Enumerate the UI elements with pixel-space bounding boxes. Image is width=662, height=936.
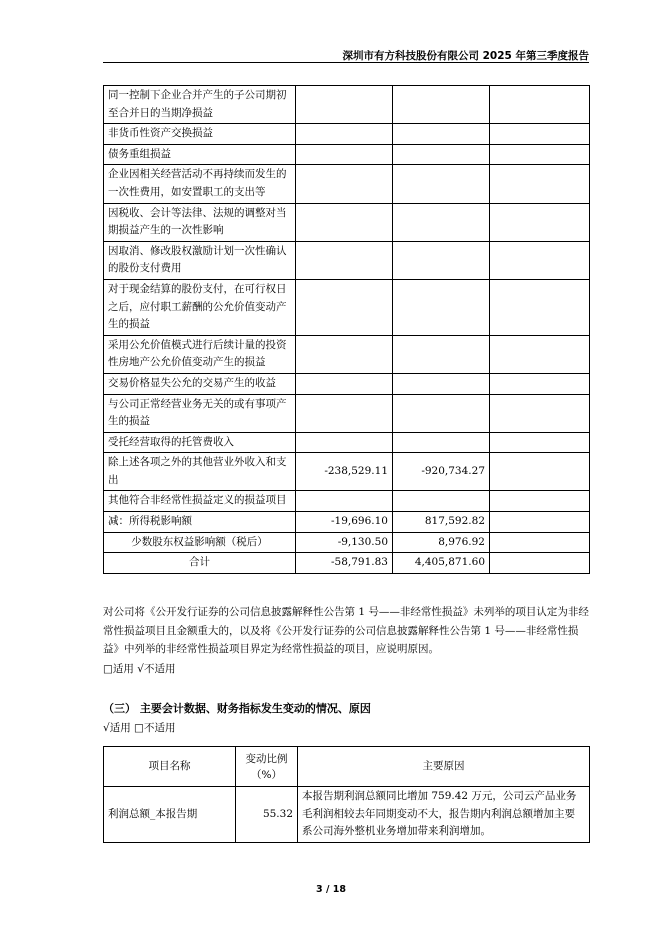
header-divider bbox=[103, 62, 589, 63]
current-period-amount bbox=[296, 279, 393, 335]
remark-cell bbox=[490, 86, 590, 124]
current-period-amount bbox=[296, 335, 393, 373]
ytd-amount bbox=[393, 203, 490, 241]
current-period-amount: -58,791.83 bbox=[296, 553, 393, 574]
current-period-amount bbox=[296, 124, 393, 145]
table-row bbox=[104, 86, 590, 124]
item-name: 受托经营取得的托管费收入 bbox=[104, 432, 296, 453]
table-row bbox=[104, 165, 590, 203]
item-name: 非货币性资产交换损益 bbox=[104, 124, 296, 145]
row-change-ratio: 55.32 bbox=[236, 787, 298, 843]
current-period-amount: -9,130.50 bbox=[296, 532, 393, 553]
remark-cell bbox=[490, 124, 590, 145]
table-row bbox=[104, 512, 590, 533]
header-change-ratio: 变动比例（%） bbox=[236, 747, 298, 787]
ytd-amount bbox=[393, 373, 490, 394]
row-main-reason: 本报告期利润总额同比增加 759.42 万元，公司云产品业务毛利润相较去年同期变动不大，报告期内利润总额增加主要系公司海外整机业务增加带来利润增加。 bbox=[298, 787, 590, 843]
table-row bbox=[104, 787, 590, 843]
item-name: 其他符合非经常性损益定义的损益项目 bbox=[104, 491, 296, 512]
remark-cell bbox=[490, 165, 590, 203]
item-name: 与公司正常经营业务无关的或有事项产生的损益 bbox=[104, 394, 296, 432]
table-row bbox=[104, 279, 590, 335]
current-period-amount bbox=[296, 394, 393, 432]
page-number: 3 / 18 bbox=[316, 884, 346, 895]
current-period-amount bbox=[296, 241, 393, 279]
item-name: 企业因相关经营活动不再持续而发生的一次性费用，如安置职工的支出等 bbox=[104, 165, 296, 203]
item-name: 因税收、会计等法律、法规的调整对当期损益产生的一次性影响 bbox=[104, 203, 296, 241]
current-period-amount bbox=[296, 491, 393, 512]
current-period-amount bbox=[296, 432, 393, 453]
note-applicability: □适用 √不适用 bbox=[103, 663, 176, 675]
item-name: 采用公允价值模式进行后续计量的投资性房地产公允价值变动产生的损益 bbox=[104, 335, 296, 373]
table-row bbox=[104, 241, 590, 279]
item-name: 少数股东权益影响额（税后） bbox=[104, 532, 296, 553]
note-paragraph: 对公司将《公开发行证券的公司信息披露解释性公告第 1 号——非经常性损益》未列举的项目认定为非经常性损益项目且金额重大的，以及将《公开发行证券的公司信息披露解释性公告第 1 号——非经常性损益》中列举的非经常性损益项目界定为经常性损益的项目，应说明原因。 bbox=[103, 606, 589, 656]
remark-cell bbox=[490, 241, 590, 279]
item-name: 除上述各项之外的其他营业外收入和支出 bbox=[104, 453, 296, 491]
table-row bbox=[104, 373, 590, 394]
ytd-amount bbox=[393, 432, 490, 453]
table-row bbox=[104, 203, 590, 241]
remark-cell bbox=[490, 373, 590, 394]
current-period-amount bbox=[296, 165, 393, 203]
current-period-amount bbox=[296, 86, 393, 124]
table-row bbox=[104, 394, 590, 432]
table-header-row bbox=[104, 747, 590, 787]
non-recurring-items-table bbox=[103, 85, 590, 574]
change-reasons-table bbox=[103, 746, 590, 843]
remark-cell bbox=[490, 203, 590, 241]
table-row bbox=[104, 491, 590, 512]
header-main-reason: 主要原因 bbox=[298, 747, 590, 787]
remark-cell bbox=[490, 553, 590, 574]
item-name: 合计 bbox=[104, 553, 296, 574]
remark-cell bbox=[490, 491, 590, 512]
table-row bbox=[104, 124, 590, 145]
item-name: 同一控制下企业合并产生的子公司期初至合并日的当期净损益 bbox=[104, 86, 296, 124]
section-3-title: （三） 主要会计数据、财务指标发生变动的情况、原因 bbox=[103, 702, 371, 715]
remark-cell bbox=[490, 279, 590, 335]
item-name: 对于现金结算的股份支付，在可行权日之后，应付职工薪酬的公允价值变动产生的损益 bbox=[104, 279, 296, 335]
report-header: 深圳市有方科技股份有限公司 2025 年第三季度报告 bbox=[342, 50, 589, 62]
ytd-amount bbox=[393, 491, 490, 512]
current-period-amount: -238,529.11 bbox=[296, 453, 393, 491]
ytd-amount bbox=[393, 241, 490, 279]
ytd-amount bbox=[393, 335, 490, 373]
header-item-name: 项目名称 bbox=[104, 747, 236, 787]
remark-cell bbox=[490, 532, 590, 553]
current-period-amount bbox=[296, 373, 393, 394]
current-period-amount bbox=[296, 203, 393, 241]
ytd-amount bbox=[393, 279, 490, 335]
ytd-amount: -920,734.27 bbox=[393, 453, 490, 491]
remark-cell bbox=[490, 394, 590, 432]
remark-cell bbox=[490, 453, 590, 491]
remark-cell bbox=[490, 144, 590, 165]
table-row bbox=[104, 532, 590, 553]
item-name: 交易价格显失公允的交易产生的收益 bbox=[104, 373, 296, 394]
item-name: 减：所得税影响额 bbox=[104, 512, 296, 533]
ytd-amount: 8,976.92 bbox=[393, 532, 490, 553]
ytd-amount bbox=[393, 165, 490, 203]
ytd-amount: 817,592.82 bbox=[393, 512, 490, 533]
ytd-amount bbox=[393, 394, 490, 432]
section-3-applicability: √适用 □不适用 bbox=[103, 722, 176, 734]
remark-cell bbox=[490, 432, 590, 453]
current-period-amount: -19,696.10 bbox=[296, 512, 393, 533]
remark-cell bbox=[490, 335, 590, 373]
table-row bbox=[104, 453, 590, 491]
table-row bbox=[104, 335, 590, 373]
table-row bbox=[104, 553, 590, 574]
current-period-amount bbox=[296, 144, 393, 165]
ytd-amount: 4,405,871.60 bbox=[393, 553, 490, 574]
table-row bbox=[104, 432, 590, 453]
item-name: 因取消、修改股权激励计划一次性确认的股份支付费用 bbox=[104, 241, 296, 279]
item-name: 债务重组损益 bbox=[104, 144, 296, 165]
ytd-amount bbox=[393, 124, 490, 145]
row-item-name: 利润总额_本报告期 bbox=[104, 787, 236, 843]
table-row bbox=[104, 144, 590, 165]
ytd-amount bbox=[393, 144, 490, 165]
remark-cell bbox=[490, 512, 590, 533]
ytd-amount bbox=[393, 86, 490, 124]
